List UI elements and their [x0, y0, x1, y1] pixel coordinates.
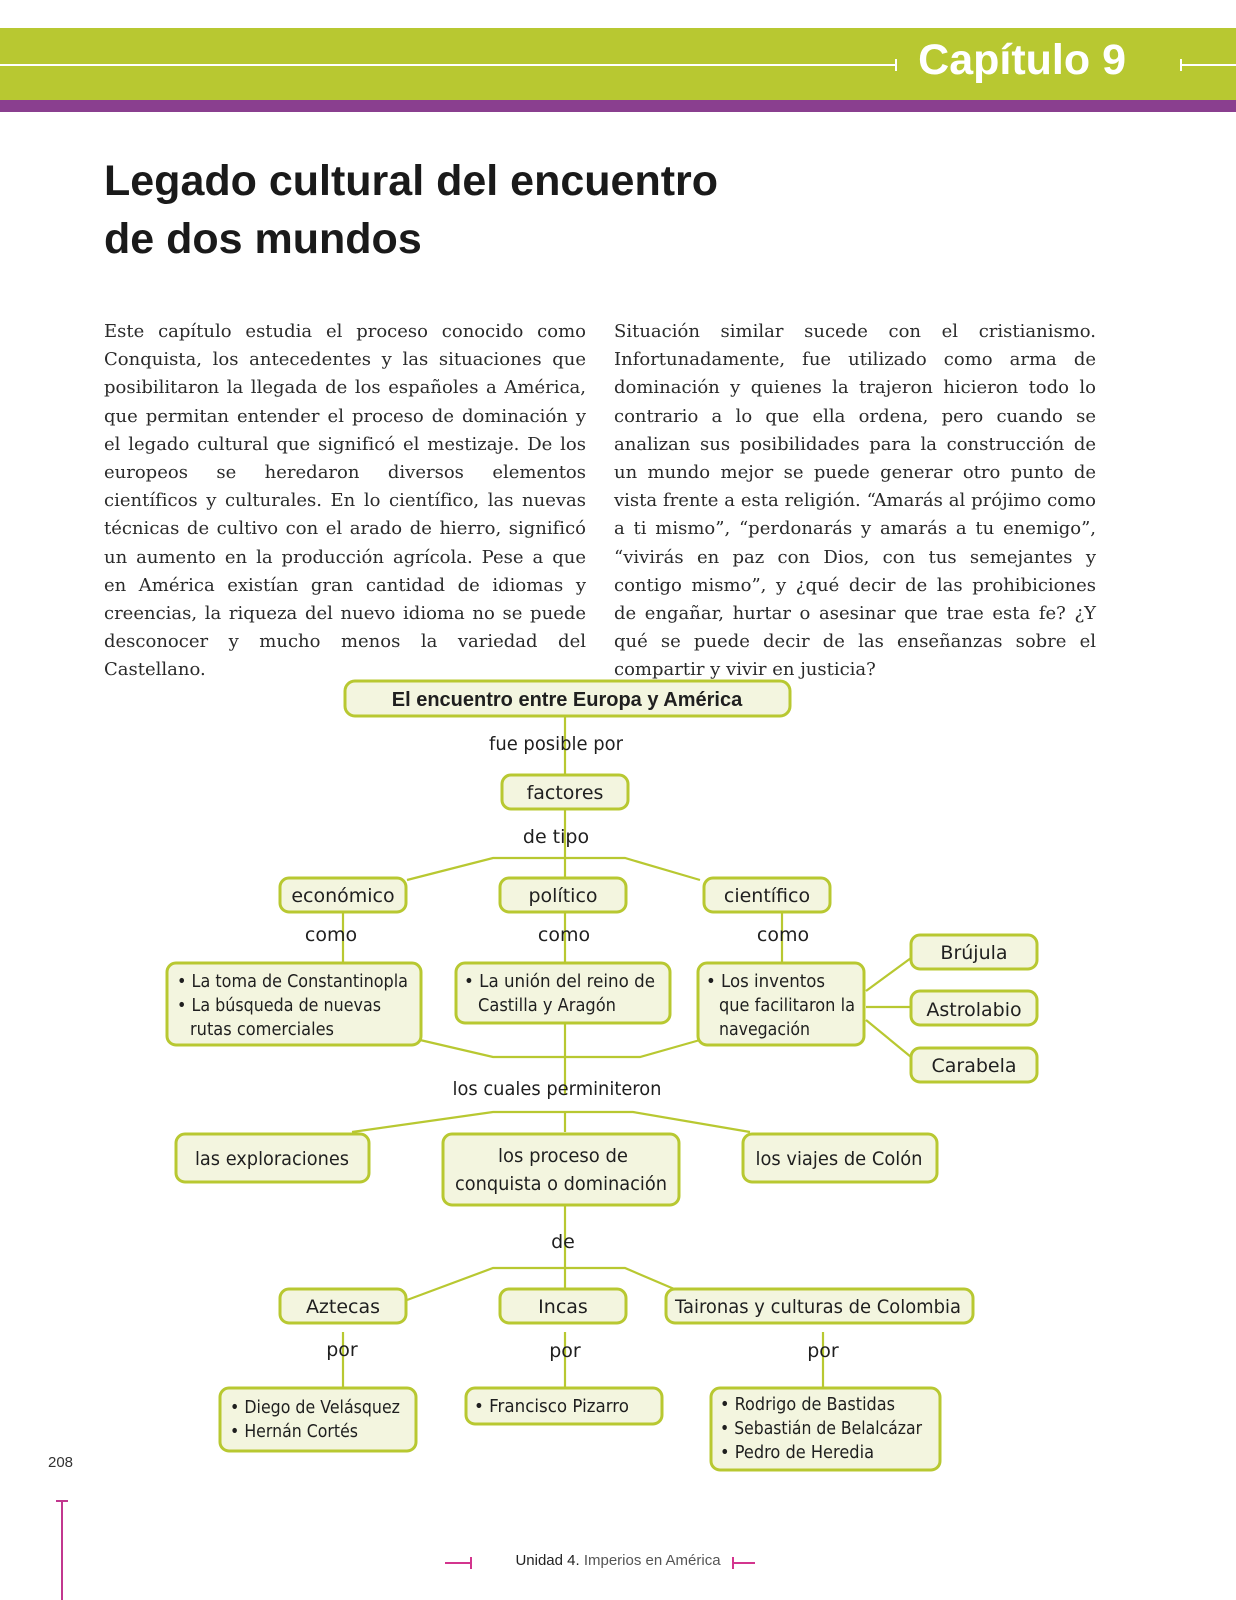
page-number: 208: [48, 1454, 74, 1471]
instrument-astrolabio: Astrolabio: [926, 999, 1022, 1021]
type-cientifico: científico: [723, 885, 811, 907]
result-proceso-line-2: conquista o dominación: [455, 1173, 667, 1195]
page-margin-line: [61, 1500, 63, 1600]
cientifico-item-1: • Los inventos: [706, 971, 825, 992]
link-por-2: por: [549, 1340, 581, 1362]
economico-item-2: • La búsqueda de nuevas: [177, 995, 381, 1016]
instrument-carabela: Carabela: [931, 1055, 1017, 1077]
taironas-person-2: • Sebastián de Belalcázar: [720, 1418, 923, 1439]
taironas-person-1: • Rodrigo de Bastidas: [720, 1394, 895, 1415]
factores-label: factores: [526, 782, 604, 804]
economico-item-3: rutas comerciales: [190, 1019, 334, 1040]
link-como-1: como: [304, 924, 358, 946]
body-column-left: Este capítulo estudia el proceso conocido como Conquista, los antecedentes y las situaciones que posibilitaron la llegada de los españoles a América, que permitan entender el proceso de dominación y el legado cultural que significó el mestizaje. De los europeos se heredaron diversos elementos científicos y culturales. En lo científico, las nuevas técnicas de cultivo con el arado de hierro, significó un aumento en la producción agrícola. Pese a que en América existían gran cantidad de idiomas y creencias, la riqueza del nuevo idioma no se puede desconocer y mucho menos la variedad del Castellano.: [104, 321, 586, 681]
link-por-1: por: [326, 1339, 358, 1361]
people-aztecas: Aztecas: [305, 1296, 381, 1318]
link-fue-posible: fue posible por: [489, 733, 624, 755]
incas-person-1: • Francisco Pizarro: [474, 1396, 629, 1417]
footer-unit-title: Imperios en América: [583, 1552, 721, 1569]
footer-rule-right: [733, 1562, 755, 1564]
body-column-right: Situación similar sucede con el cristianismo. Infortunadamente, fue utilizado como arma de dominación y quienes la trajeron hicieron todo lo contrario a lo que ella ordena, pero cuando se analizan sus posibilidades para la construcción de un mundo mejor se puede generar otro punto de vista frente a esta religión. “Amarás al prójimo como a ti mismo”, “perdonarás y amarás a tu enemigo”, “vivirás en paz con Dios, con tus semejantes y contigo mismo”, y ¿qué decir de las prohibiciones de engañar, hurtar o asesinar que trae esta fe? ¿Y qué se puede decir de las enseñanzas sobre el compartir y vivir en justicia?: [614, 321, 1096, 681]
chapter-label: Capítulo 9: [918, 36, 1126, 84]
aztecas-person-2: • Hernán Cortés: [230, 1421, 358, 1442]
type-economico: económico: [291, 885, 395, 907]
root-label: El encuentro entre Europa y América: [391, 689, 743, 711]
cientifico-item-2: que facilitaron la: [719, 995, 855, 1016]
people-incas: Incas: [538, 1296, 588, 1318]
result-proceso-line-1: los proceso de: [498, 1145, 628, 1167]
title-line-2: de dos mundos: [104, 215, 422, 263]
link-como-2: como: [537, 924, 591, 946]
result-colon: los viajes de Colón: [755, 1148, 923, 1170]
link-de-tipo: de tipo: [522, 826, 590, 848]
politico-item-2: Castilla y Aragón: [478, 995, 616, 1016]
footer-unit-number: Unidad 4.: [515, 1552, 580, 1569]
title-line-1: Legado cultural del encuentro: [104, 157, 719, 205]
type-politico: político: [528, 885, 598, 907]
cientifico-item-3: navegación: [719, 1019, 810, 1040]
footer-unit: [0, 1552, 1236, 1569]
link-permitieron: los cuales perminiteron: [452, 1078, 662, 1100]
link-por-3: por: [807, 1340, 839, 1362]
politico-item-1: • La unión del reino de: [464, 971, 655, 992]
link-como-3: como: [756, 924, 810, 946]
people-taironas: Taironas y culturas de Colombia: [674, 1296, 961, 1318]
instrument-brujula: Brújula: [940, 942, 1008, 964]
aztecas-person-1: • Diego de Velásquez: [230, 1397, 400, 1418]
economico-item-1: • La toma de Constantinopla: [177, 971, 408, 992]
result-exploraciones: las exploraciones: [195, 1148, 349, 1170]
link-de: de: [551, 1231, 575, 1253]
taironas-person-3: • Pedro de Heredia: [720, 1442, 874, 1463]
connector-lines: [343, 716, 911, 1388]
